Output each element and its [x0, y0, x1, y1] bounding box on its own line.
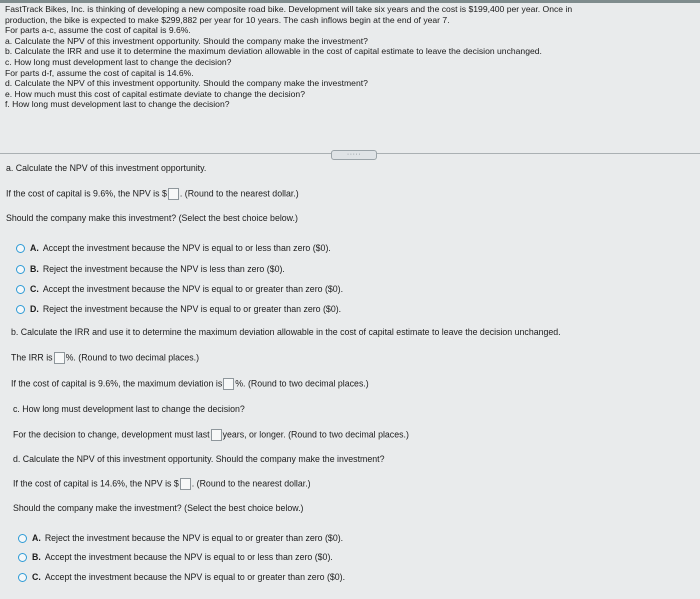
radio-icon[interactable]: [16, 305, 25, 314]
part-d-heading: d. Calculate the NPV of this investment opportunity. Should the company make the investment?: [13, 454, 385, 464]
part-b-heading: b. Calculate the IRR and use it to determine the maximum deviation allowable in the cost of capital estimate to leave the decision unchanged.: [11, 327, 561, 337]
problem-line: For parts d-f, assume the cost of capital is 14.6%.: [5, 67, 194, 78]
part-d-question: Should the company make the investment? (Select the best choice below.): [13, 503, 304, 513]
radio-icon[interactable]: [16, 244, 25, 253]
npv-input-d[interactable]: [180, 478, 191, 490]
part-c-row: For the decision to change, development must last years, or longer. (Round to two decimal places.): [13, 429, 409, 440]
radio-icon[interactable]: [18, 573, 27, 582]
part-b-deviation-row: If the cost of capital is 9.6%, the maximum deviation is %. (Round to two decimal places.): [11, 378, 369, 389]
part-a-npv-row: [6, 188, 299, 200]
deviation-input[interactable]: [223, 378, 234, 390]
top-strip: [0, 0, 700, 3]
radio-icon[interactable]: [16, 285, 25, 294]
problem-line: c. How long must development last to change the decision?: [5, 56, 232, 67]
part-d-option-b[interactable]: B. Accept the investment because the NPV is equal to or less than zero ($0).: [18, 552, 333, 562]
part-d-option-a[interactable]: A. Reject the investment because the NPV is equal to or greater than zero ($0).: [18, 533, 343, 543]
development-years-input[interactable]: [211, 429, 222, 441]
npv-input-a[interactable]: [168, 188, 179, 200]
expand-button[interactable]: ·····: [331, 150, 377, 160]
problem-line: For parts a-c, assume the cost of capital is 9.6%.: [5, 25, 191, 36]
irr-input[interactable]: [54, 352, 65, 364]
part-d-option-c[interactable]: C. Accept the investment because the NPV is equal to or greater than zero ($0).: [18, 572, 345, 582]
problem-line: b. Calculate the IRR and use it to determine the maximum deviation allowable in the cost of capital estimate to leave the decision unchanged.: [5, 46, 542, 57]
problem-line: e. How much must this cost of capital estimate deviate to change the decision?: [5, 88, 305, 99]
part-d-npv-row: If the cost of capital is 14.6%, the NPV is $ . (Round to the nearest dollar.): [13, 478, 311, 489]
problem-line: f. How long must development last to change the decision?: [5, 99, 230, 110]
problem-statement: [5, 4, 695, 110]
part-a-option-a[interactable]: A. Accept the investment because the NPV is equal to or less than zero ($0).: [16, 243, 331, 253]
part-c-heading: c. How long must development last to change the decision?: [13, 404, 245, 414]
part-a-option-c[interactable]: C. Accept the investment because the NPV is equal to or greater than zero ($0).: [16, 284, 343, 294]
problem-line: d. Calculate the NPV of this investment opportunity. Should the company make the investment?: [5, 78, 368, 89]
radio-icon[interactable]: [18, 534, 27, 543]
part-a-question: Should the company make this investment? (Select the best choice below.): [6, 213, 298, 223]
part-a-heading: a. Calculate the NPV of this investment opportunity.: [6, 163, 207, 173]
problem-line: FastTrack Bikes, Inc. is thinking of developing a new composite road bike. Development will take six years and the cost is $199,400 per year. Once in: [5, 4, 573, 14]
part-a-npv-prefix: If the cost of capital is 9.6%, the NPV is $: [6, 188, 167, 199]
problem-line: production, the bike is expected to make $299,882 per year for 10 years. The cash inflows begin at the end of year 7.: [5, 14, 450, 25]
part-b-irr-row: The IRR is %. (Round to two decimal places.): [11, 352, 200, 363]
radio-icon[interactable]: [18, 553, 27, 562]
problem-line: a. Calculate the NPV of this investment opportunity. Should the company make the investment?: [5, 35, 368, 46]
part-a-option-b[interactable]: B. Reject the investment because the NPV is less than zero ($0).: [16, 264, 285, 274]
part-a-option-d[interactable]: D. Reject the investment because the NPV is equal to or greater than zero ($0).: [16, 304, 341, 314]
radio-icon[interactable]: [16, 265, 25, 274]
part-a-npv-suffix: . (Round to the nearest dollar.): [179, 188, 299, 199]
